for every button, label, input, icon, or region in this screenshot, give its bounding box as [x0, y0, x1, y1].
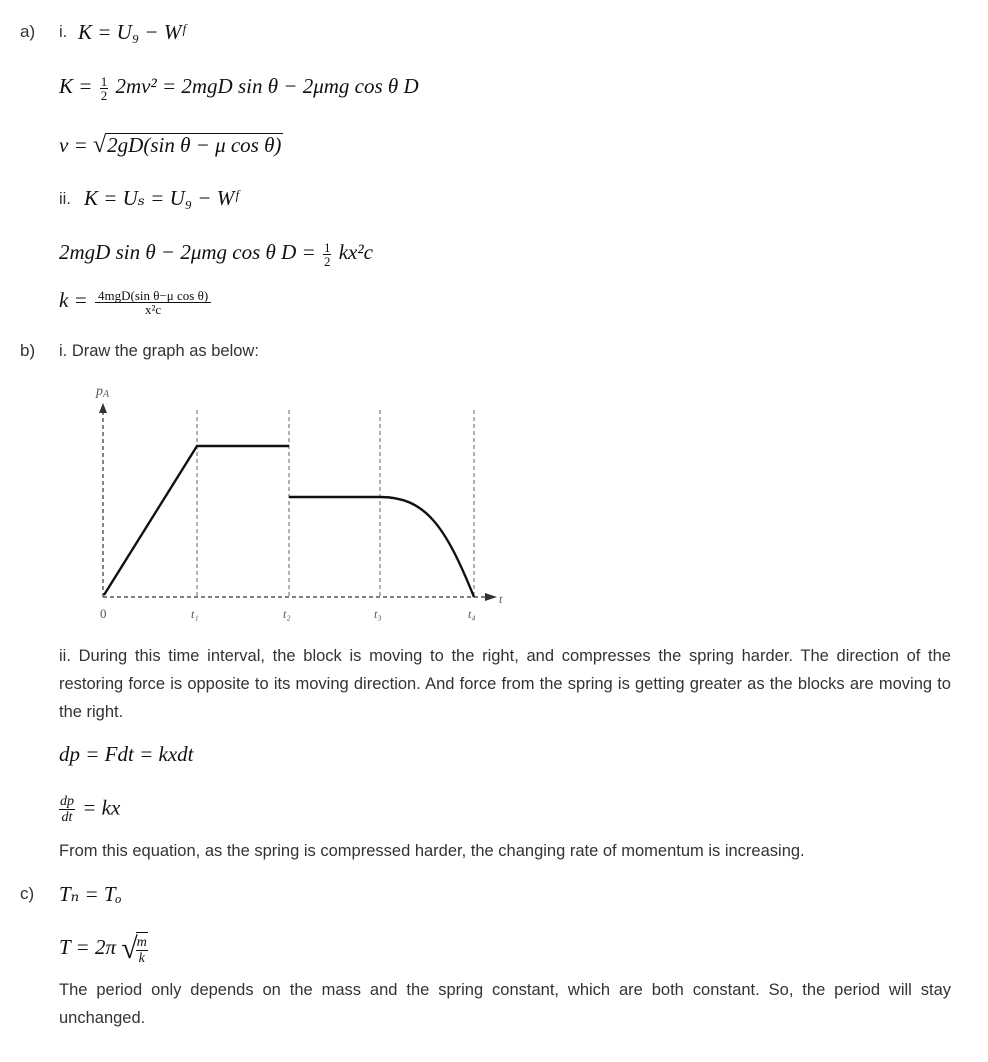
eq10-num: m [136, 935, 147, 950]
eq2-frac-num: 1 [100, 73, 108, 89]
part-a-ii-marker: ii. [59, 190, 71, 208]
eq9-text: Tₙ = Tₒ [59, 882, 122, 906]
label-b: b) [20, 341, 36, 360]
eq5-lhs: 2mgD sin θ − 2μmg cos θ D = [59, 240, 316, 264]
eq8-rhs: = kx [82, 795, 121, 820]
eq7-text: dp = Fdt = kxdt [59, 742, 194, 766]
eq10-den: k [138, 951, 145, 966]
eq5-frac-num: 1 [323, 239, 331, 255]
equation-spring-balance [59, 240, 373, 268]
tick-t4: t₄ [468, 607, 476, 621]
y-axis-arrow [99, 403, 107, 413]
sqrt-symbol: √ [93, 132, 107, 158]
part-c-text: The period only depends on the mass and the spring constant, which are both constant. So, the period will stay unchanged. [59, 981, 951, 1027]
equation-kinetic [59, 74, 419, 102]
eq3-lhs: v = [59, 133, 88, 157]
part-a-i-marker: i. [59, 23, 68, 41]
eq8-fraction [59, 794, 75, 825]
momentum-graph [85, 375, 515, 625]
eq6-den: x²c [145, 301, 162, 317]
x-axis-label: t [499, 592, 503, 606]
eq10-fraction [136, 932, 148, 966]
part-b-ii-paragraph: ii. During this time interval, the block is moving to the right, and compresses the spring harder. The direction of the restoring force is opposite to its moving direction. And force from the spring is getting greater as the blocks are moving to the right. [59, 647, 951, 721]
equation-energy [78, 20, 185, 45]
equation-rate [59, 794, 120, 825]
equation-period [59, 932, 150, 966]
eq8-den: dt [61, 810, 73, 825]
eq5-rhs: kx²c [338, 240, 373, 264]
curve-flat-decay [289, 497, 474, 597]
label-c: c) [20, 884, 35, 903]
eq2-frac-den: 2 [100, 87, 108, 103]
label-a: a) [20, 22, 36, 41]
eq5-fraction [323, 241, 332, 268]
equation-impulse [59, 742, 193, 767]
eq8-num: dp [60, 794, 74, 809]
eq6-lhs: k = [59, 288, 88, 312]
tick-t2: t₂ [283, 607, 291, 621]
equation-spring-constant [59, 288, 213, 316]
eq5-frac-den: 2 [323, 253, 331, 269]
tick-t3: t₃ [374, 607, 382, 621]
sqrt-symbol-period: √ [121, 932, 138, 965]
part-b-i-text: i. Draw the graph as below: [59, 342, 259, 360]
tick-0: 0 [100, 606, 107, 621]
equation-velocity [59, 132, 283, 159]
equation-spring-energy [84, 186, 238, 211]
y-axis-label: pA [96, 384, 110, 400]
x-axis-arrow [485, 593, 497, 601]
eq6-num: 4mgD(sin θ−μ cos θ) [95, 289, 211, 303]
part-b-conclusion: From this equation, as the spring is compressed harder, the changing rate of momentum is increasing. [59, 842, 805, 860]
equation-period-equal [59, 882, 122, 907]
tick-t1: t₁ [191, 607, 199, 621]
eq2-fraction [100, 75, 109, 102]
eq6-fraction [95, 289, 211, 316]
eq3-radicand: 2gD(sin θ − μ cos θ) [107, 133, 282, 157]
eq2-rhs: 2mv² = 2mgD sin θ − 2μmg cos θ D [115, 74, 419, 98]
equation-energy-text: K = U₉ − Wᶠ [78, 20, 185, 44]
eq2-lhs: K = [59, 74, 93, 98]
eq4-text: K = Uₛ = U₉ − Wᶠ [84, 186, 238, 210]
eq10-lhs: T = 2π [59, 934, 116, 959]
